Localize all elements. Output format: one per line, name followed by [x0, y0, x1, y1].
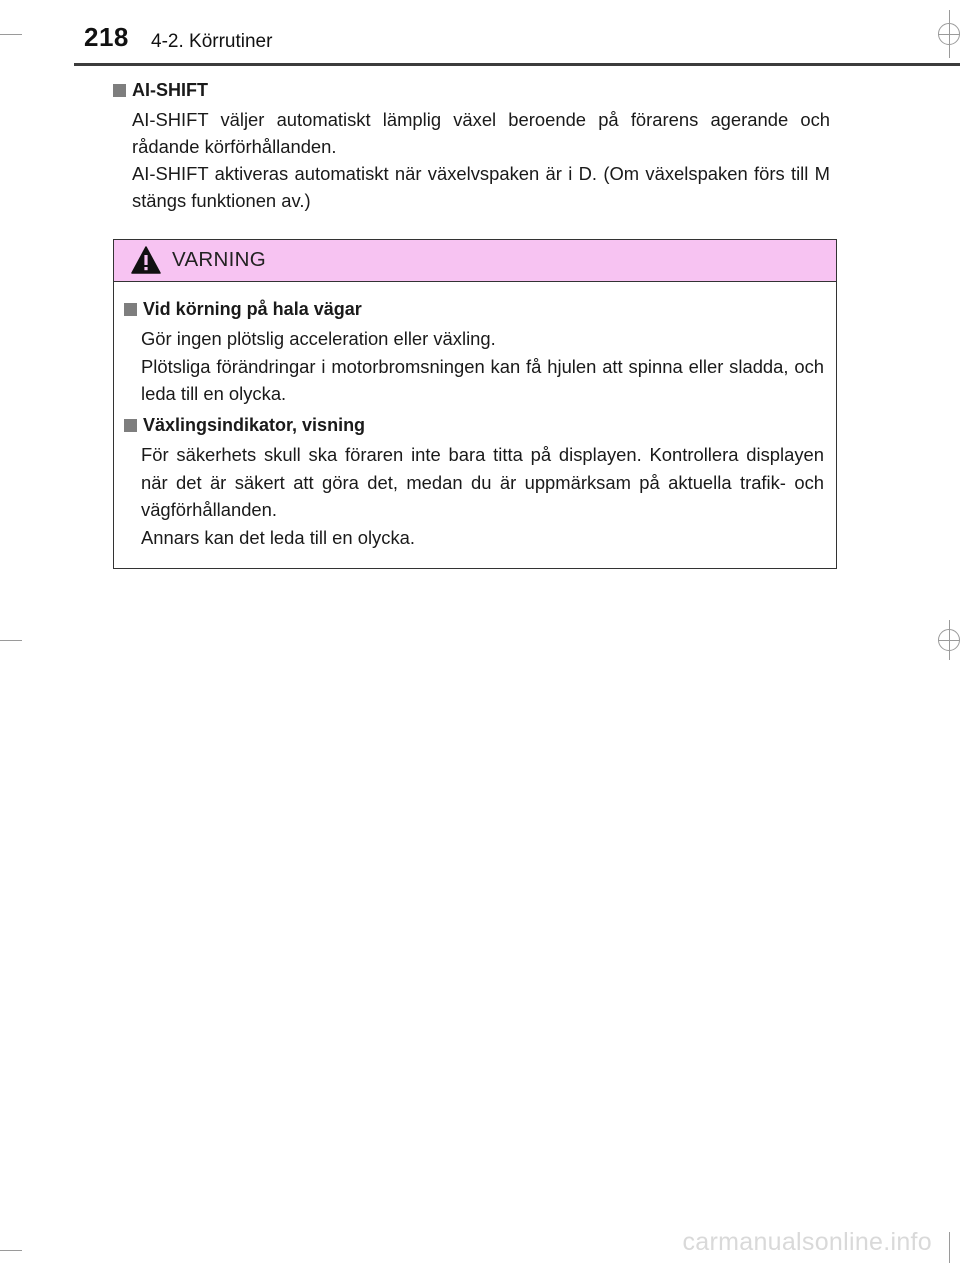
- crop-mark: [949, 1232, 950, 1263]
- square-bullet-icon: [113, 84, 126, 97]
- square-bullet-icon: [124, 303, 137, 316]
- warning-header: [114, 240, 836, 282]
- chapter-title: 4-2. Körrutiner: [151, 31, 273, 52]
- ai-shift-heading: [113, 78, 830, 102]
- ai-shift-paragraph-1: AI-SHIFT väljer automatiskt lämplig växel beroende på förarens agerande och rådande körförhållanden.: [132, 109, 830, 157]
- header-rule: [74, 63, 960, 66]
- page-number: 218: [84, 22, 129, 52]
- warning-triangle-icon: [131, 246, 161, 274]
- warning-item: [124, 412, 824, 551]
- warning-item: [124, 296, 824, 408]
- warning-item-paragraph-1: För säkerhets skull ska föraren inte bara titta på displayen. Kontrollera displayen när det är säkert att göra det, medan du är uppmärksam på aktuella trafik- och vägförhållanden.: [141, 444, 824, 520]
- crop-mark: [0, 640, 22, 641]
- warning-item-paragraph-1: Gör ingen plötslig acceleration eller växling.: [141, 328, 496, 349]
- warning-item-heading-text: Växlingsindikator, visning: [143, 414, 366, 435]
- ai-shift-paragraph-2: AI-SHIFT aktiveras automatiskt när växelvspaken är i D. (Om växelspaken förs till M stängs funktionen av.): [132, 163, 830, 211]
- warning-item-paragraph-2: Plötsliga förändringar i motorbromsningen kan få hjulen att spinna eller sladda, och leda till en olycka.: [141, 355, 824, 404]
- warning-box: [113, 239, 837, 569]
- ai-shift-heading-text: AI-SHIFT: [132, 79, 208, 100]
- ai-shift-section: [113, 78, 830, 214]
- warning-item-heading: [124, 296, 824, 322]
- warning-item-heading: [124, 412, 824, 438]
- warning-item-heading-text: Vid körning på hala vägar: [143, 298, 362, 319]
- warning-title: VARNING: [172, 248, 266, 271]
- crop-mark: [0, 34, 22, 35]
- crop-circle: [938, 23, 960, 45]
- watermark: carmanualsonline.info: [682, 1228, 932, 1256]
- warning-item-paragraph-2: Annars kan det leda till en olycka.: [141, 526, 415, 548]
- square-bullet-icon: [124, 419, 137, 432]
- crop-mark: [0, 1250, 22, 1251]
- crop-circle: [938, 629, 960, 651]
